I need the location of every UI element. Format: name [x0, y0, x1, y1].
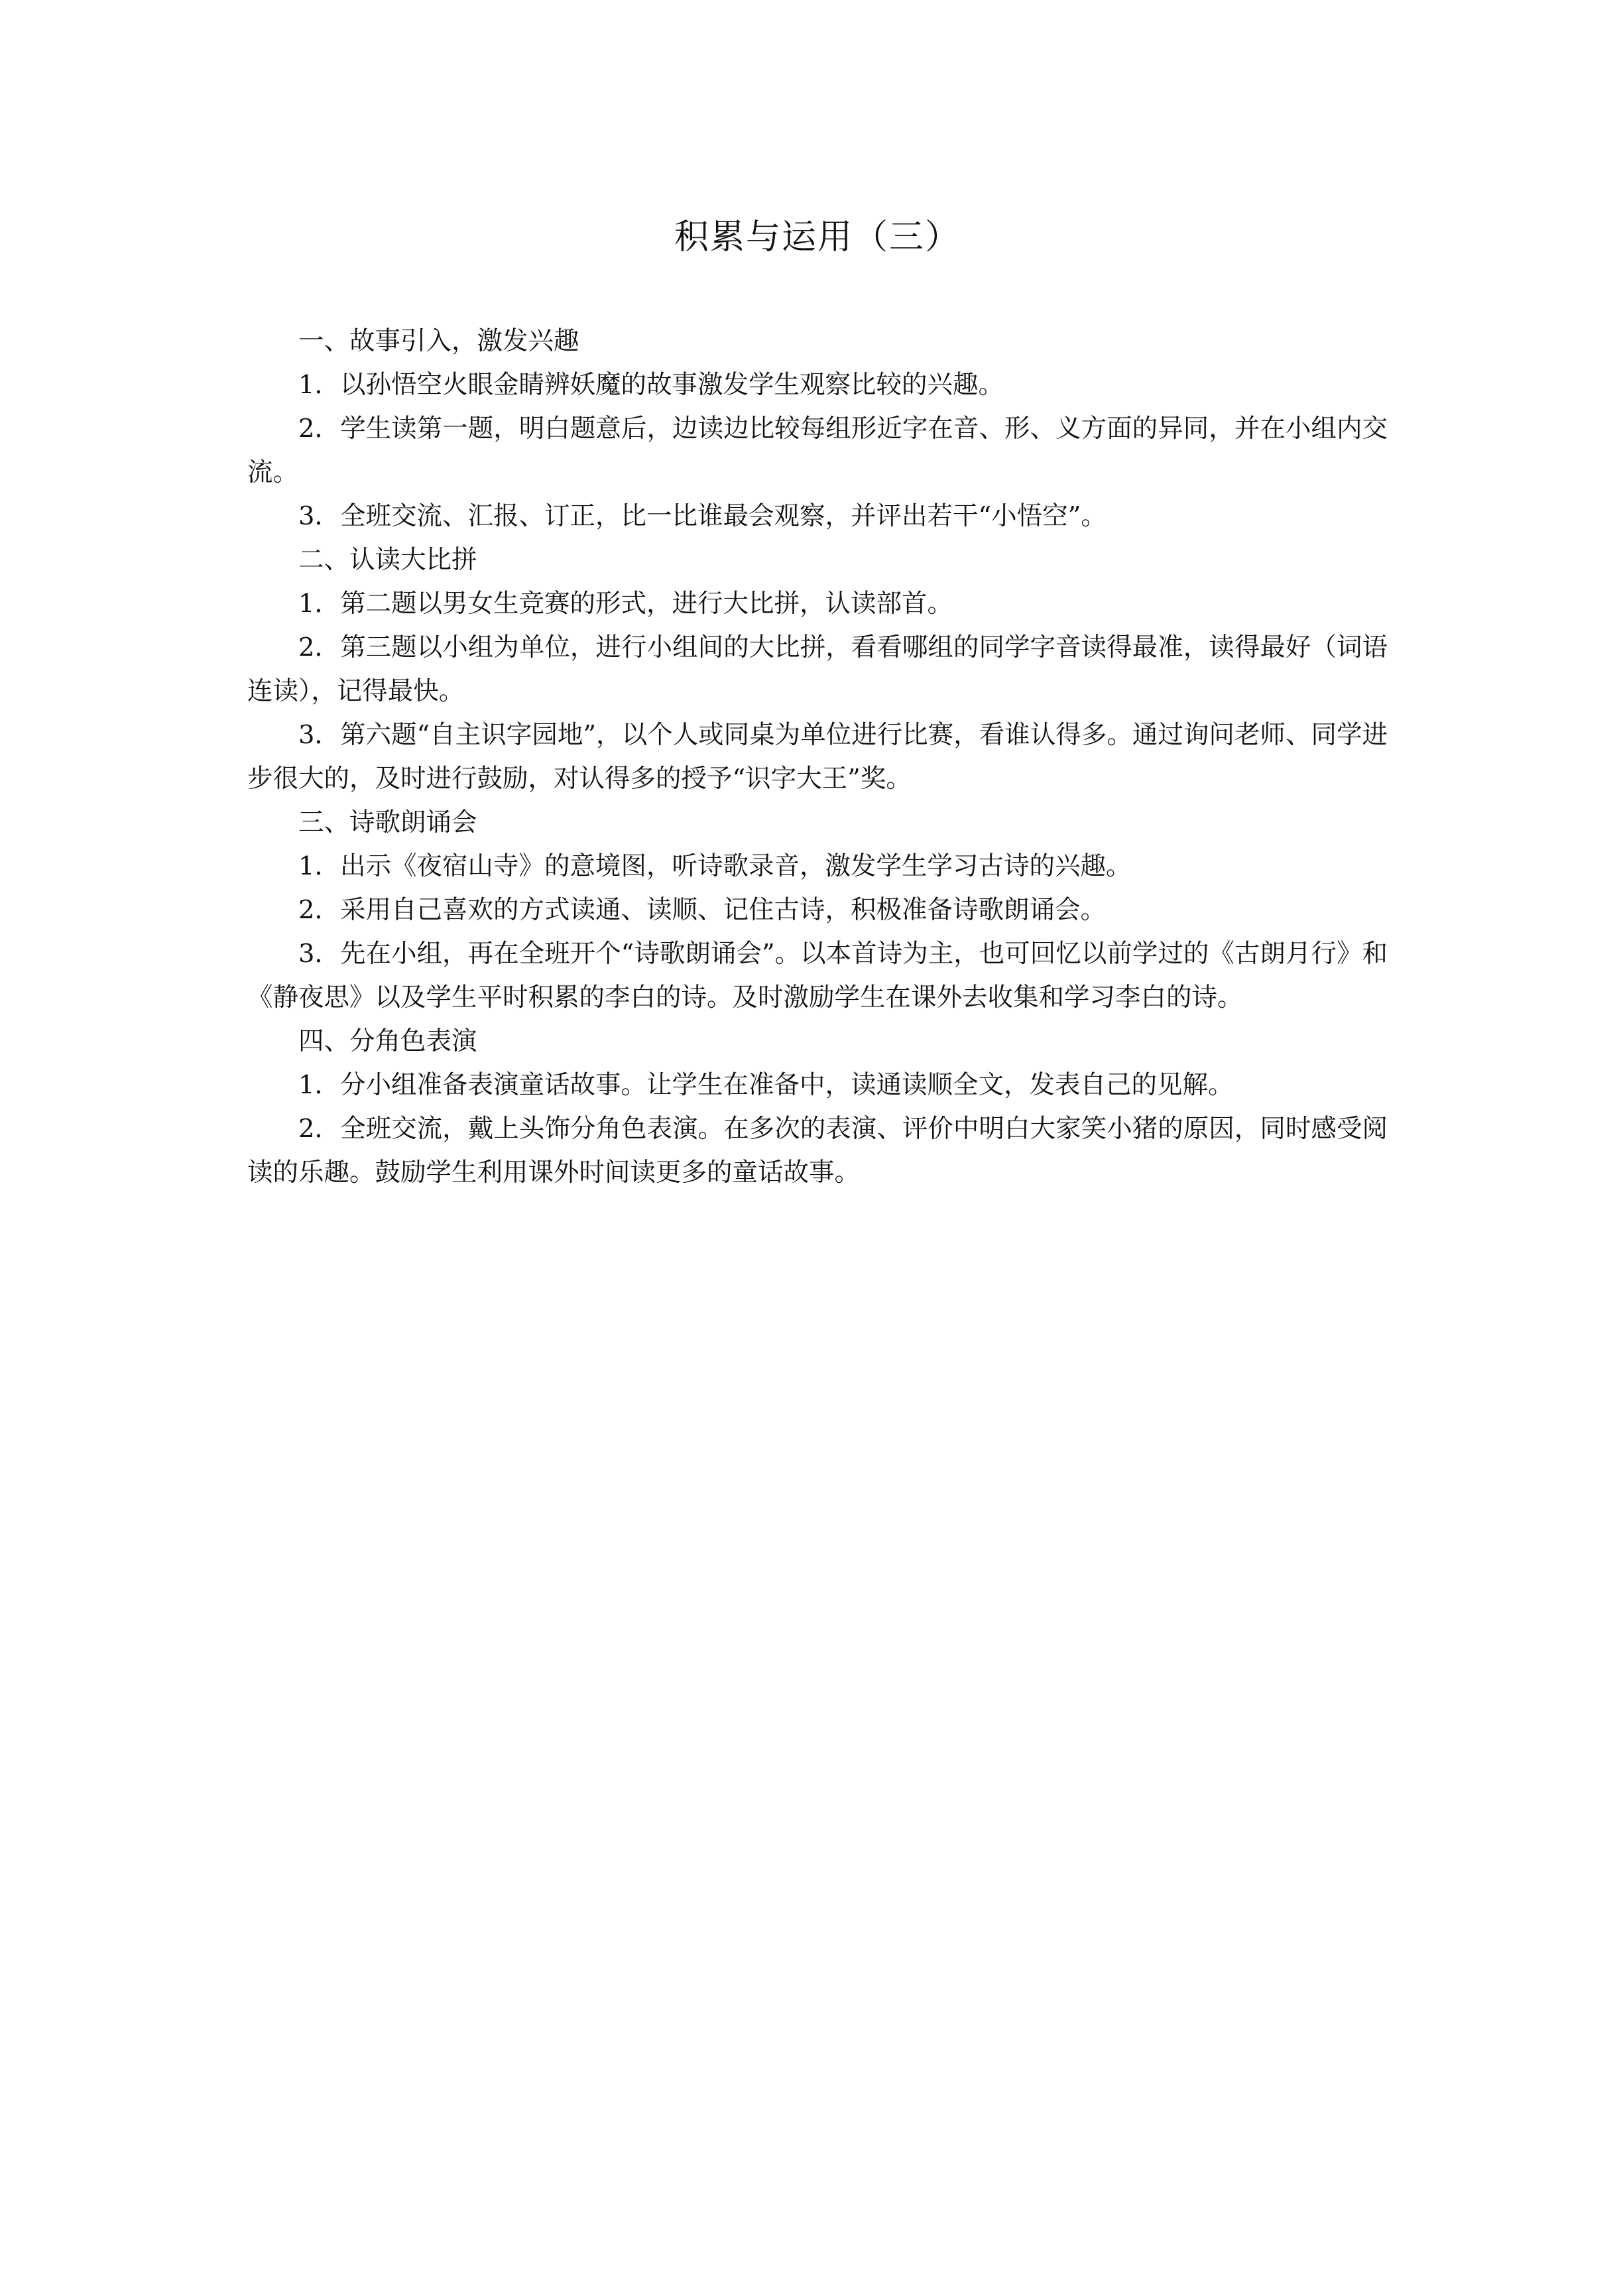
document-title: 积累与运用（三）: [674, 217, 961, 257]
paragraph: 1．分小组准备表演童话故事。让学生在准备中，读通读顺全文，发表自己的见解。: [298, 1070, 1234, 1100]
paragraph: 3．全班交流、汇报、订正，比一比谁最会观察，并评出若干“小悟空”。: [298, 501, 1107, 531]
paragraph: 3．第六题“自主识字园地”，以个人或同桌为单位进行比赛，看谁认得多。通过询问老师、同学进步很大的，及时进行鼓励，对认得多的授予“识字大王”奖。: [247, 720, 1388, 794]
section-heading: 三、诗歌朗诵会: [298, 808, 477, 837]
section-heading: 一、故事引入，激发兴趣: [298, 326, 579, 356]
paragraph: 2．全班交流，戴上头饰分角色表演。在多次的表演、评价中明白大家笑小猪的原因，同时感受阅读的乐趣。鼓励学生利用课外时间读更多的童话故事。: [247, 1114, 1388, 1187]
paragraph: 1．出示《夜宿山寺》的意境图，听诗歌录音，激发学生学习古诗的兴趣。: [298, 851, 1132, 881]
paragraph: 1．第二题以男女生竞赛的形式，进行大比拼，认读部首。: [298, 589, 953, 619]
section-heading: 四、分角色表演: [298, 1026, 477, 1056]
document-body: [247, 320, 1388, 1195]
paragraph: 1．以孙悟空火眼金睛辨妖魔的故事激发学生观察比较的兴趣。: [298, 370, 1004, 400]
paragraph: 2．第三题以小组为单位，进行小组间的大比拼，看看哪组的同学字音读得最准，读得最好（词语连读），记得最快。: [247, 633, 1388, 706]
paragraph: 2．采用自己喜欢的方式读通、读顺、记住古诗，积极准备诗歌朗诵会。: [298, 895, 1106, 925]
paragraph: 3．先在小组，再在全班开个“诗歌朗诵会”。以本首诗为主，也可回忆以前学过的《古朗月行》和《静夜思》以及学生平时积累的李白的诗。及时激励学生在课外去收集和学习李白的诗。: [247, 939, 1388, 1012]
section-heading: 二、认读大比拼: [298, 545, 477, 575]
paragraph: 2．学生读第一题，明白题意后，边读边比较每组形近字在音、形、义方面的异同，并在小组内交流。: [247, 414, 1388, 487]
